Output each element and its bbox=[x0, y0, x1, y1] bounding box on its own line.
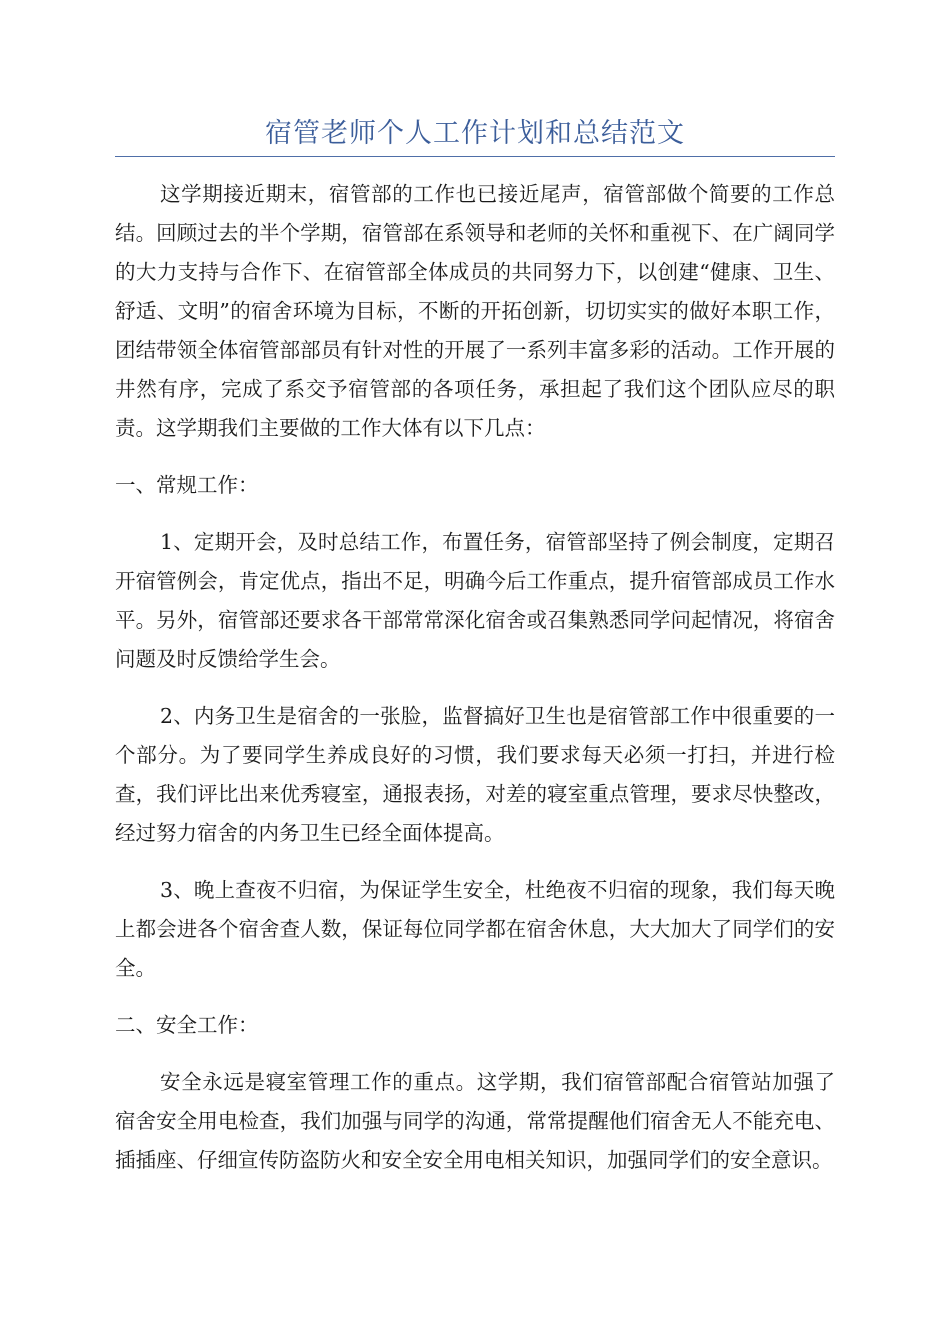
routine-item-1: 1、定期开会，及时总结工作，布置任务，宿管部坚持了例会制度，定期召开宿管例会，肯定优点，指出不足，明确今后工作重点，提升宿管部成员工作水平。另外，宿管部还要求各干部常常深化宿舍或召集熟悉同学问起情况，将宿舍问题及时反馈给学生会。 bbox=[115, 530, 835, 671]
routine-item-2: 2、内务卫生是宿舍的一张脸，监督搞好卫生也是宿管部工作中很重要的一个部分。为了要同学生养成良好的习惯，我们要求每天必须一打扫，并进行检查，我们评比出来优秀寝室，通报表扬，对差的寝室重点管理，要求尽快整改，经过努力宿舍的内务卫生已经全面体提高。 bbox=[115, 704, 835, 845]
title-block bbox=[115, 112, 835, 157]
document-body bbox=[115, 175, 835, 1198]
routine-item-3: 3、晚上查夜不归宿，为保证学生安全，杜绝夜不归宿的现象，我们每天晚上都会进各个宿舍查人数，保证每位同学都在宿舍休息，大大加大了同学们的安全。 bbox=[115, 878, 835, 980]
section-heading-routine: 一、常规工作： bbox=[115, 473, 259, 497]
section-heading-safety: 二、安全工作： bbox=[115, 1013, 259, 1037]
intro-paragraph: 这学期接近期末，宿管部的工作也已接近尾声，宿管部做个简要的工作总结。回顾过去的半个学期，宿管部在系领导和老师的关怀和重视下、在广阔同学的大力支持与合作下、在宿管部全体成员的共同努力下，以创建“健康、卫生、舒适、文明”的宿舍环境为目标，不断的开拓创新，切切实实的做好本职工作，团结带领全体宿管部部员有针对性的开展了一系列丰富多彩的活动。工作开展的井然有序，完成了系交予宿管部的各项任务，承担起了我们这个团队应尽的职责。这学期我们主要做的工作大体有以下几点： bbox=[115, 182, 835, 440]
page-title: 宿管老师个人工作计划和总结范文 bbox=[265, 118, 685, 149]
safety-paragraph: 安全永远是寝室管理工作的重点。这学期，我们宿管部配合宿管站加强了宿舍安全用电检查，我们加强与同学的沟通，常常提醒他们宿舍无人不能充电、插插座、仔细宣传防盗防火和安全安全用电相关知识，加强同学们的安全意识。 bbox=[115, 1070, 835, 1172]
